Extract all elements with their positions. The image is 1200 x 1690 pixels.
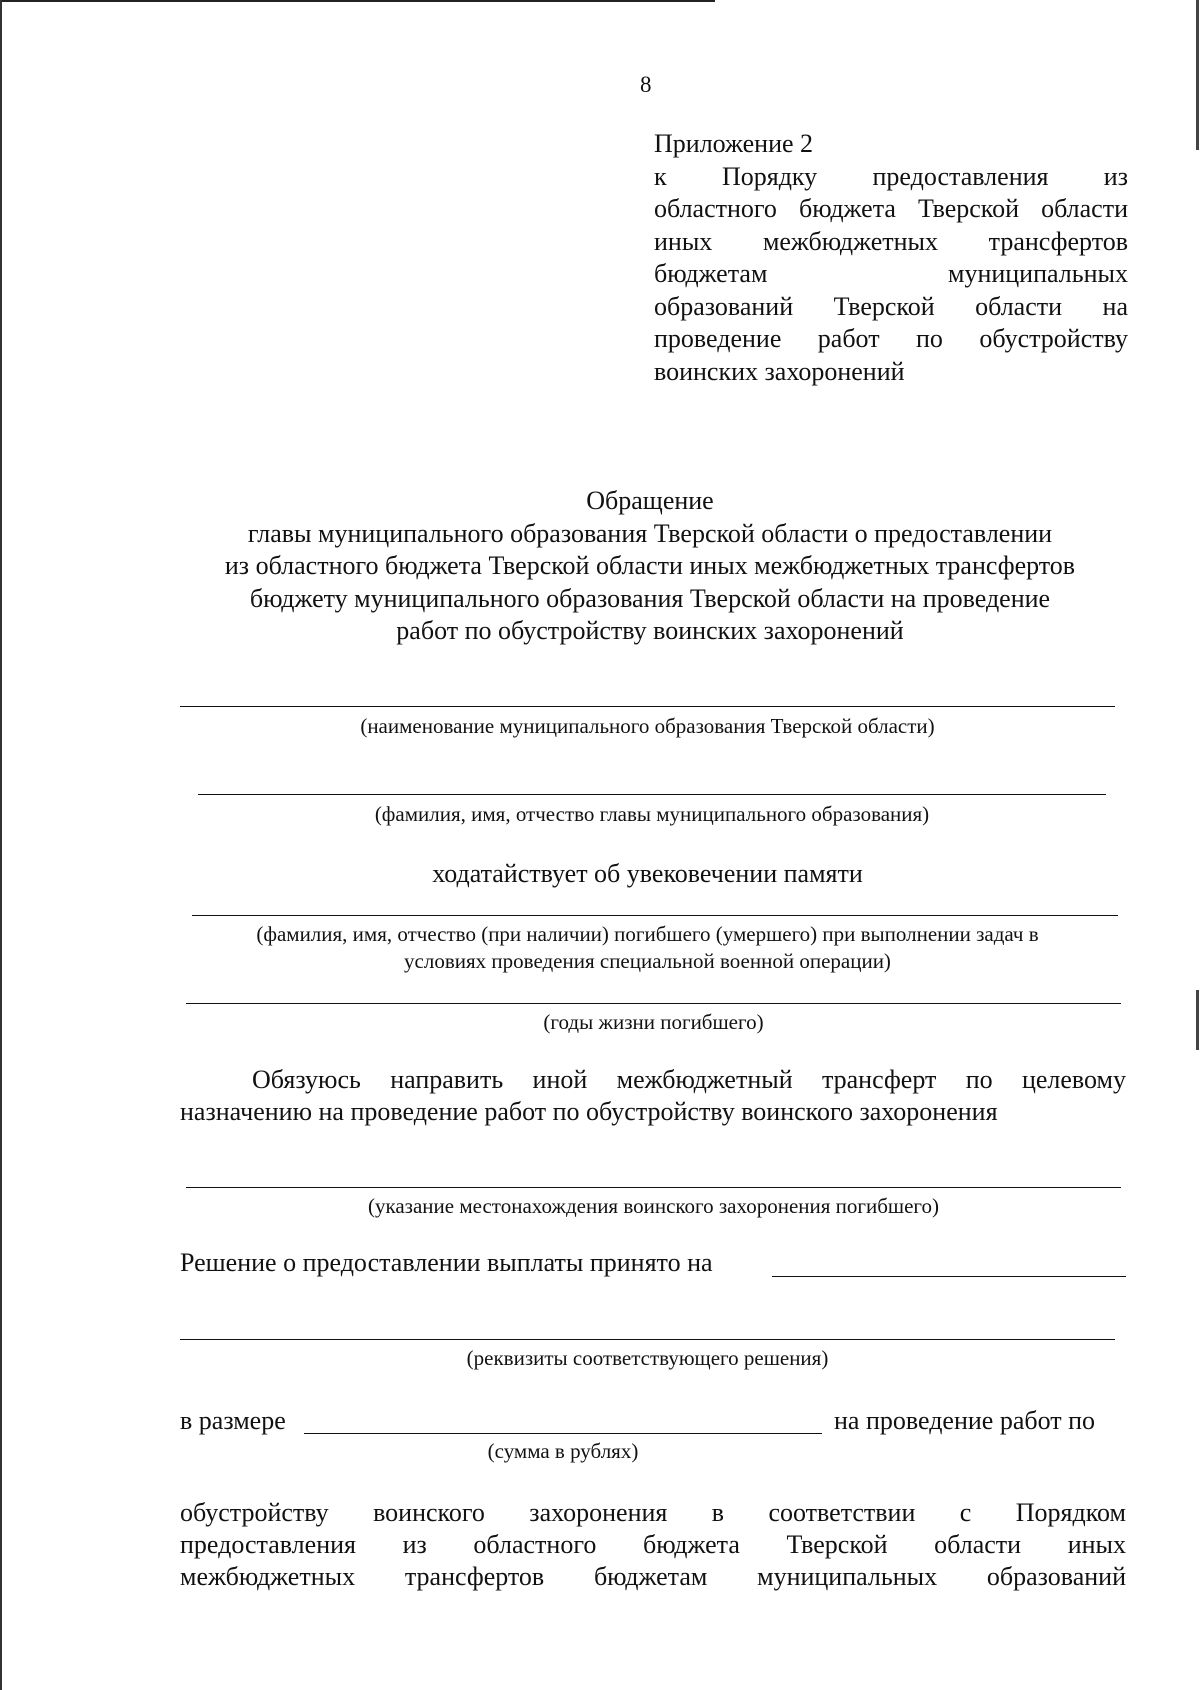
- commitment-line: Обязуюсь направить иной межбюджетный трансферт по целевому: [252, 1065, 1126, 1094]
- caption-location: (указание местонахождения воинского захоронения погибшего): [367, 1194, 939, 1218]
- scan-edge-left: [0, 0, 2, 1690]
- scan-edge-top: [0, 0, 715, 2]
- decision-date-field-line[interactable]: [772, 1276, 1126, 1277]
- appendix-line: воинских захоронений: [654, 356, 905, 386]
- closing-line: межбюджетных трансфертов бюджетам муниципальных образований: [180, 1562, 1126, 1591]
- location-field-line[interactable]: [186, 1187, 1121, 1188]
- caption-municipality: (наименование муниципального образования Тверской области): [360, 714, 935, 738]
- caption-deceased-cont: условиях проведения специальной военной операции): [404, 949, 891, 973]
- petition-text: ходатайствует об увековечении памяти: [432, 859, 863, 888]
- caption-amount: (сумма в рублях): [487, 1439, 639, 1463]
- amount-field-line[interactable]: [304, 1433, 822, 1434]
- appendix-line: областного бюджета Тверской области: [654, 194, 1128, 223]
- heading-line: бюджету муниципального образования Тверской области на проведение: [249, 583, 1051, 613]
- decision-details-field-line[interactable]: [180, 1339, 1115, 1340]
- heading-title: Обращение: [586, 486, 714, 515]
- caption-head-name: (фамилия, имя, отчество главы муниципального образования): [374, 802, 930, 826]
- amount-prefix: в размере: [180, 1406, 286, 1435]
- document-heading: [160, 485, 1140, 648]
- scan-edge-right-lower: [1196, 990, 1199, 1050]
- amount-suffix: на проведение работ по: [834, 1406, 1096, 1435]
- heading-line: из областного бюджета Тверской области иных межбюджетных трансфертов: [224, 551, 1076, 580]
- closing-line: предоставления из областного бюджета Тверской области иных: [180, 1530, 1126, 1559]
- appendix-line: проведение работ по обустройству: [654, 324, 1128, 353]
- municipality-field-line[interactable]: [180, 706, 1115, 707]
- deceased-name-field-line[interactable]: [192, 915, 1118, 916]
- page-number: 8: [640, 72, 652, 97]
- years-field-line[interactable]: [186, 1003, 1121, 1004]
- caption-years: (годы жизни погибшего): [543, 1010, 764, 1034]
- commitment-line: назначению на проведение работ по обустройству воинского захоронения: [180, 1097, 998, 1126]
- appendix-title: Приложение 2: [654, 129, 814, 158]
- heading-line: работ по обустройству воинских захоронений: [396, 616, 904, 645]
- appendix-line: иных межбюджетных трансфертов: [654, 226, 1128, 256]
- caption-decision: (реквизиты соответствующего решения): [466, 1346, 829, 1370]
- scan-edge-right: [1196, 0, 1199, 150]
- closing-line: обустройству воинского захоронения в соответствии с Порядком: [180, 1498, 1126, 1527]
- head-name-field-line[interactable]: [198, 794, 1106, 795]
- appendix-line: образований Тверской области на: [654, 291, 1128, 321]
- appendix-line: бюджетам муниципальных: [654, 259, 1128, 288]
- appendix-line: к Порядку предоставления из: [654, 161, 1128, 191]
- appendix-block: [654, 128, 1128, 388]
- caption-deceased: (фамилия, имя, отчество (при наличии) погибшего (умершего) при выполнении задач в: [256, 922, 1039, 946]
- decision-text: Решение о предоставлении выплаты принято на: [180, 1248, 713, 1277]
- heading-line: главы муниципального образования Тверской области о предоставлении: [247, 518, 1053, 548]
